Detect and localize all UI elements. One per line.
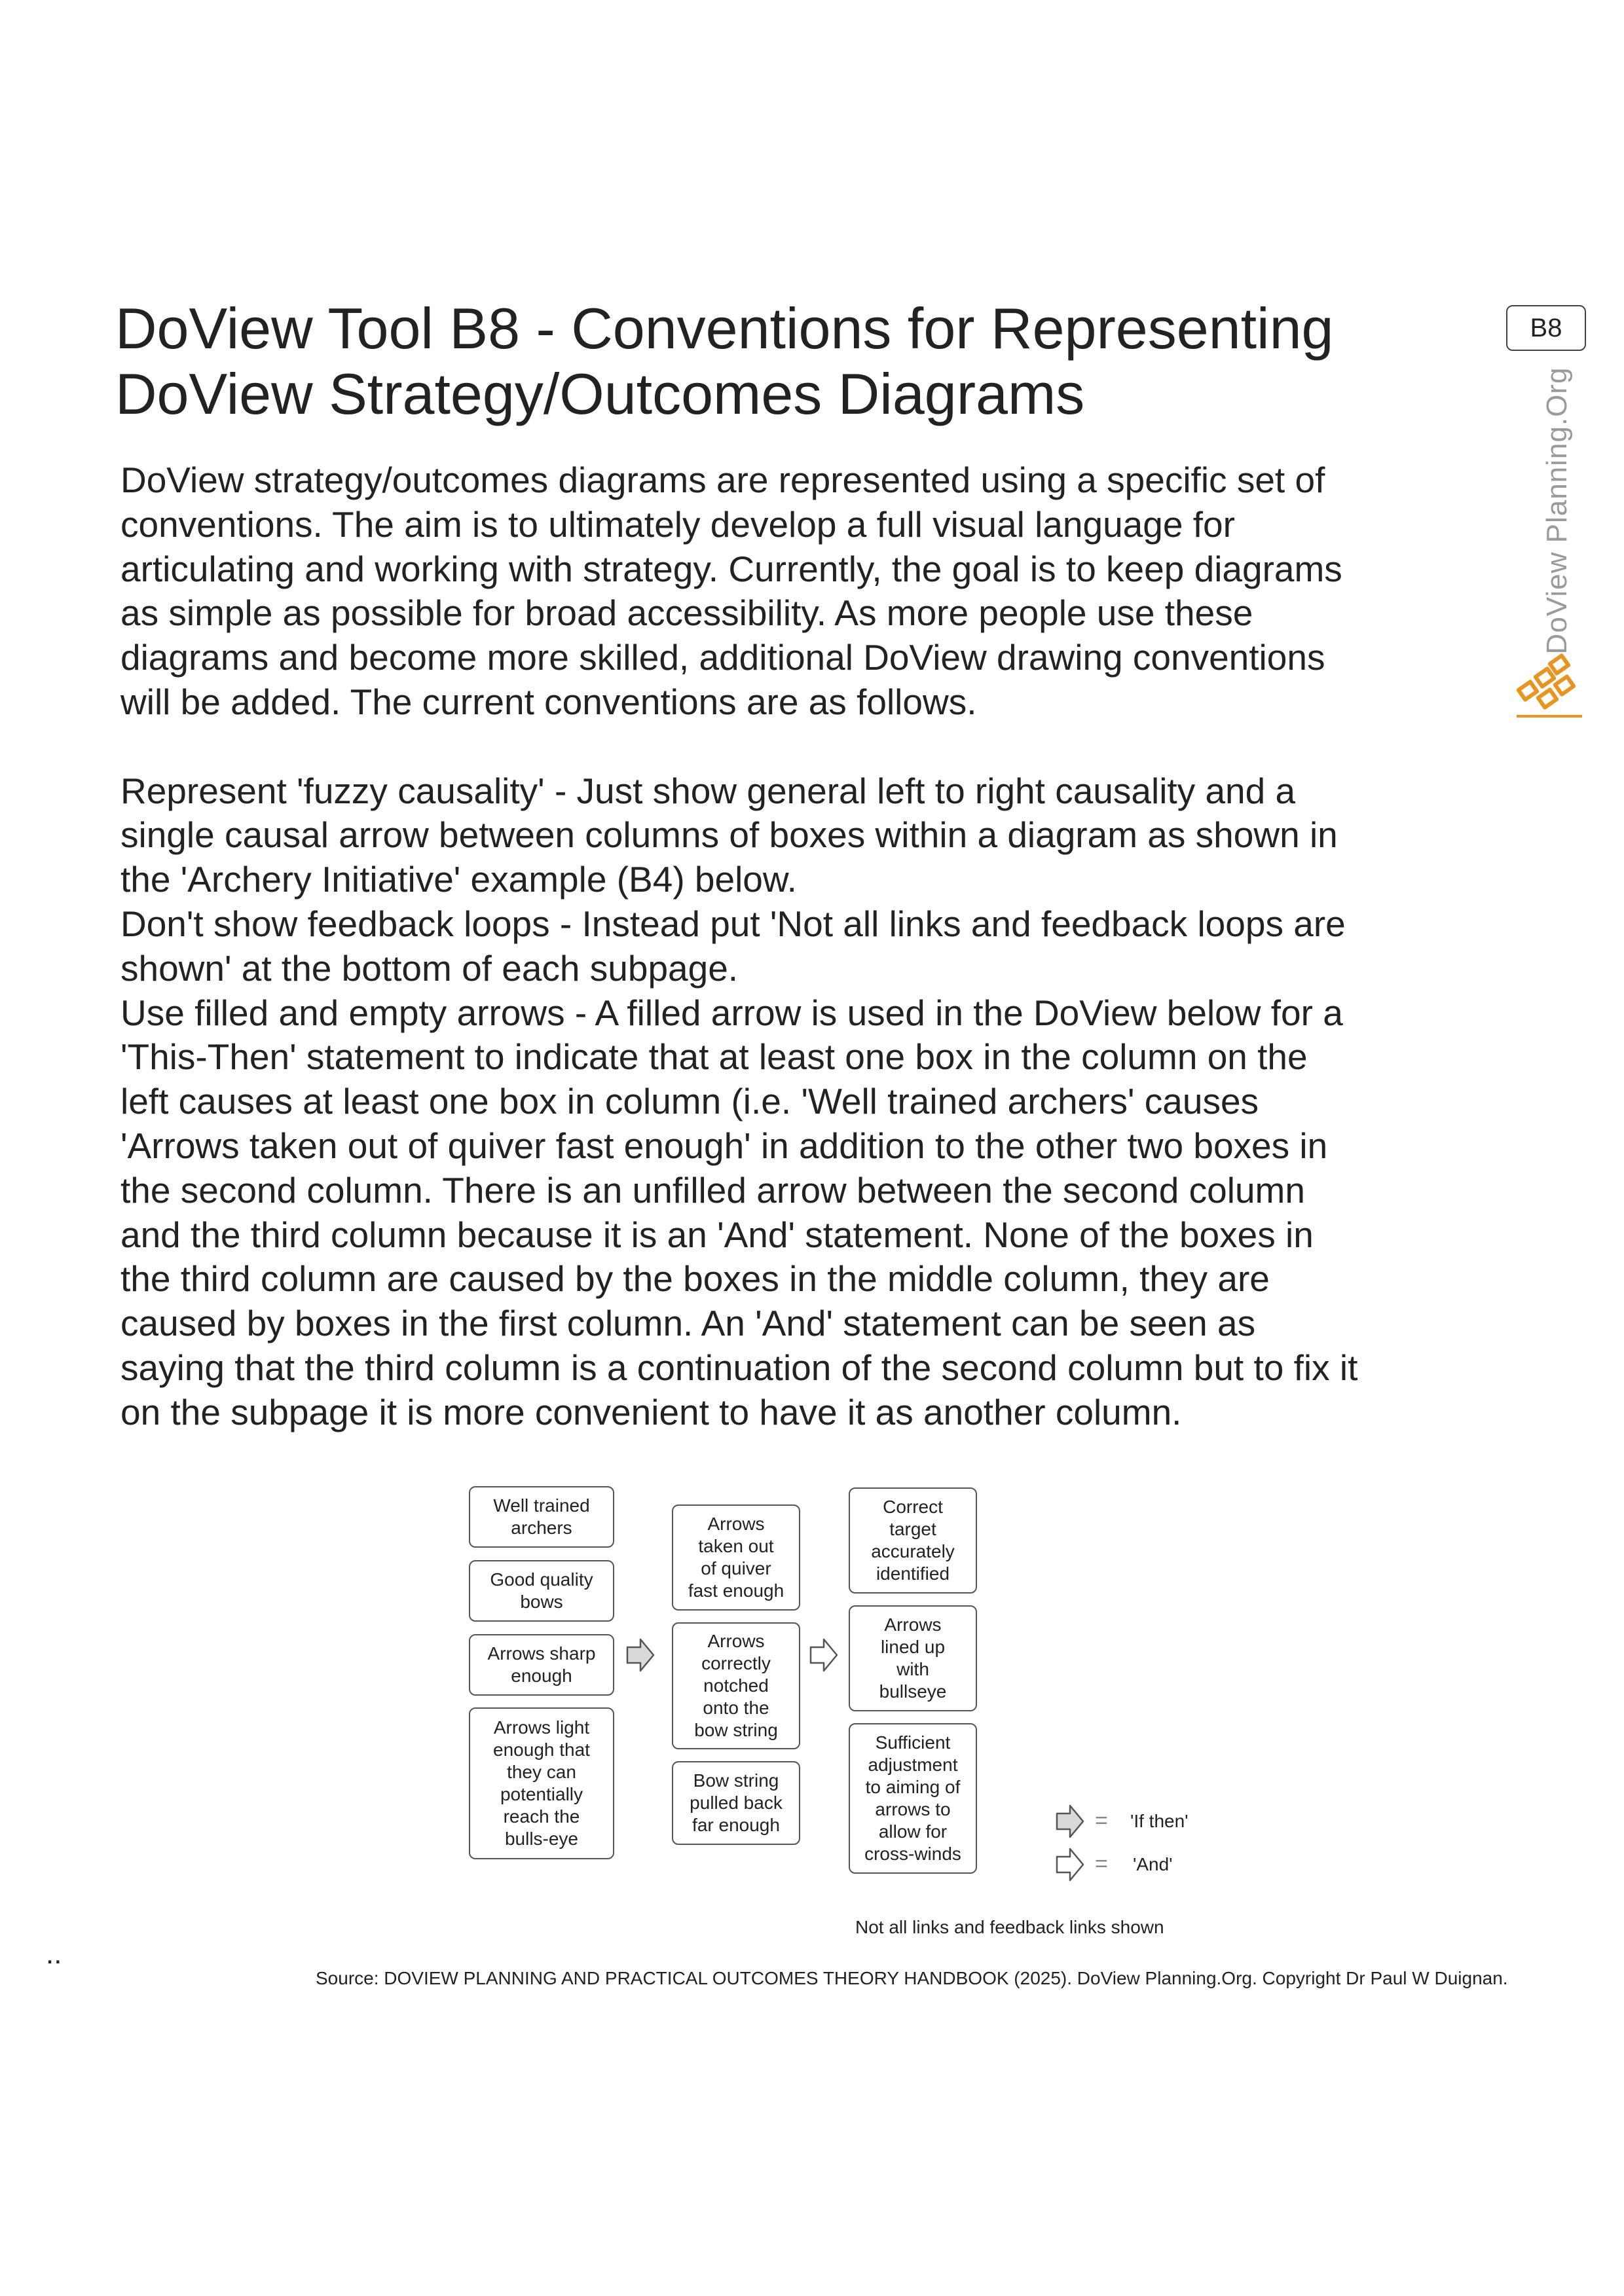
body-line: and the third column because it is an 'And' statement. None of the boxes in bbox=[120, 1214, 1314, 1255]
legend-if-then-label: 'If then' bbox=[1130, 1811, 1189, 1831]
legend-equals: = bbox=[1095, 1851, 1108, 1876]
diagram-box-arrows-taken-out: Arrows taken out of quiver fast enough bbox=[672, 1504, 800, 1611]
title-line-2: DoView Strategy/Outcomes Diagrams bbox=[115, 361, 1085, 426]
side-brand-text: DoView Planning.Org bbox=[1541, 367, 1573, 655]
body-line: 'Arrows taken out of quiver fast enough' in addition to the other two boxes in bbox=[120, 1125, 1328, 1166]
legend-equals: = bbox=[1095, 1808, 1108, 1833]
page-title bbox=[115, 296, 1425, 427]
diagram-box-arrows-light-enough: Arrows light enough that they can potentially reach the bulls-eye bbox=[469, 1707, 614, 1859]
body-line: the 'Archery Initiative' example (B4) below. bbox=[120, 859, 797, 900]
diagram-box-good-quality-bows: Good quality bows bbox=[469, 1560, 614, 1622]
body-line: caused by boxes in the first column. An 'And' statement can be seen as bbox=[120, 1303, 1256, 1344]
and-arrow-icon bbox=[811, 1639, 837, 1671]
if-then-arrow-icon bbox=[627, 1639, 654, 1671]
tool-badge: B8 bbox=[1506, 305, 1586, 351]
body-line: Use filled and empty arrows - A filled arrow is used in the DoView below for a bbox=[120, 992, 1343, 1033]
body-line: single causal arrow between columns of boxes within a diagram as shown in bbox=[120, 814, 1338, 856]
body-line: 'This-Then' statement to indicate that at least one box in the column on the bbox=[120, 1036, 1308, 1078]
body-line: Don't show feedback loops - Instead put 'Not all links and feedback loops are bbox=[120, 903, 1346, 944]
body-line: shown' at the bottom of each subpage. bbox=[120, 947, 739, 989]
diagram-box-arrows-correctly-notched: Arrows correctly notched onto the bow string bbox=[672, 1622, 800, 1749]
title-line-1: DoView Tool B8 - Conventions for Representing bbox=[115, 296, 1334, 361]
paragraph-gap bbox=[120, 725, 1463, 769]
legend-and-label: 'And' bbox=[1133, 1854, 1173, 1874]
body-line: will be added. The current conventions are as follows. bbox=[120, 681, 977, 722]
diagram-footnote: Not all links and feedback links shown bbox=[855, 1917, 1164, 1937]
body-line: the third column are caused by the boxes in the middle column, they are bbox=[120, 1258, 1270, 1300]
source-citation: Source: DOVIEW PLANNING AND PRACTICAL OUTCOMES THEORY HANDBOOK (2025). DoView Planning.Org. Copyright Dr Paul W Duignan. bbox=[316, 1968, 1508, 1988]
diagram-box-correct-target: Correct target accurately identified bbox=[849, 1487, 977, 1594]
legend-and-arrow-icon bbox=[1057, 1849, 1083, 1880]
doview-logo-icon bbox=[1514, 653, 1586, 719]
body-line: on the subpage it is more convenient to have it as another column. bbox=[120, 1391, 1182, 1432]
body-line: Represent 'fuzzy causality' - Just show general left to right causality and a bbox=[120, 770, 1296, 811]
body-line: conventions. The aim is to ultimately develop a full visual language for bbox=[120, 503, 1235, 545]
body-line: diagrams and become more skilled, additional DoView drawing conventions bbox=[120, 637, 1325, 678]
body-text bbox=[120, 458, 1463, 1435]
legend-if-then-arrow-icon bbox=[1057, 1806, 1083, 1837]
diagram-box-arrows-sharp-enough: Arrows sharp enough bbox=[469, 1634, 614, 1696]
diagram-box-well-trained-archers: Well trained archers bbox=[469, 1486, 614, 1548]
body-line: DoView strategy/outcomes diagrams are represented using a specific set of bbox=[120, 460, 1325, 500]
diagram-box-sufficient-adjustment: Sufficient adjustment to aiming of arrows to allow for cross-winds bbox=[849, 1723, 977, 1874]
page-dots: .. bbox=[46, 1938, 62, 1970]
body-line: saying that the third column is a continuation of the second column but to fix it bbox=[120, 1347, 1358, 1388]
body-line: the second column. There is an unfilled arrow between the second column bbox=[120, 1169, 1305, 1211]
body-line: left causes at least one box in column (i.e. 'Well trained archers' causes bbox=[120, 1081, 1259, 1122]
diagram-box-bow-string-pulled: Bow string pulled back far enough bbox=[672, 1761, 800, 1845]
body-line: as simple as possible for broad accessibility. As more people use these bbox=[120, 592, 1253, 634]
body-line: articulating and working with strategy. Currently, the goal is to keep diagrams bbox=[120, 548, 1342, 589]
diagram-box-arrows-lined-up: Arrows lined up with bullseye bbox=[849, 1605, 977, 1711]
